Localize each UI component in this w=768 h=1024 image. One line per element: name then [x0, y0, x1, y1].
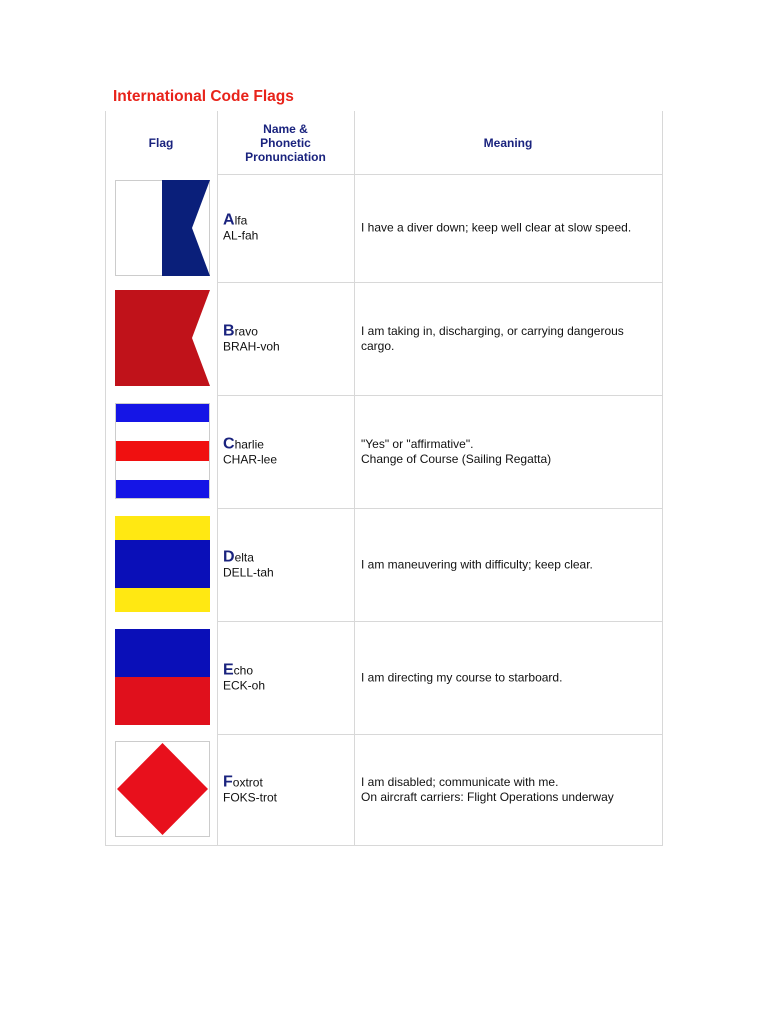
header-name-line: Name &	[263, 121, 308, 136]
phonetic: FOKS-trot	[223, 790, 278, 804]
flag-meaning	[361, 221, 651, 236]
flag-meaning	[361, 670, 651, 685]
charlie-flag-icon	[115, 403, 210, 499]
meaning-line: I am directing my course to starboard.	[361, 670, 563, 684]
meaning-line: I am maneuvering with difficulty; keep clear.	[361, 557, 593, 571]
flag-name-rest: lfa	[234, 213, 248, 228]
flag-name-rest: oxtrot	[232, 775, 263, 789]
flag-letter: A	[223, 211, 235, 229]
table-row	[105, 621, 663, 734]
flag-letter: D	[223, 548, 235, 565]
flag-meaning	[361, 775, 651, 805]
echo-flag-icon	[115, 629, 210, 725]
flag-meaning	[361, 557, 651, 572]
table-border-bottom	[105, 845, 663, 846]
header-name	[217, 111, 354, 174]
delta-flag-icon	[115, 516, 210, 612]
flag-name-rest: ravo	[234, 324, 258, 338]
phonetic: CHAR-lee	[223, 452, 278, 466]
flag-name	[223, 323, 280, 354]
header-name-line: Pronunciation	[245, 149, 326, 164]
bravo-flag-icon	[115, 290, 210, 386]
phonetic: ECK-oh	[223, 678, 266, 692]
flag-name	[223, 774, 277, 805]
flag-letter: B	[223, 322, 235, 339]
flag-name-rest: cho	[233, 663, 254, 677]
phonetic: DELL-tah	[223, 565, 274, 579]
meaning-line: On aircraft carriers: Flight Operations underway	[361, 789, 614, 804]
flag-name-rest: harlie	[234, 437, 264, 451]
meaning-line: "Yes" or "affirmative".	[361, 436, 474, 451]
flag-letter: C	[223, 435, 235, 452]
flag-name	[223, 213, 258, 244]
code-flags-table	[105, 111, 663, 846]
table-row	[105, 282, 663, 395]
flag-name	[223, 549, 274, 580]
foxtrot-flag-icon	[115, 741, 210, 837]
flag-meaning	[361, 324, 651, 354]
header-name-line: Phonetic	[260, 135, 311, 150]
flag-meaning	[361, 437, 651, 467]
flag-name	[223, 662, 265, 693]
meaning-line: cargo.	[361, 338, 395, 353]
meaning-line: I have a diver down; keep well clear at slow speed.	[361, 220, 632, 235]
alfa-flag-icon	[115, 180, 210, 276]
header-flag: Flag	[148, 135, 174, 150]
page-title: International Code Flags	[113, 88, 294, 105]
table-row	[105, 734, 663, 845]
table-row	[105, 395, 663, 508]
flag-name	[223, 436, 277, 467]
meaning-line: Change of Course (Sailing Regatta)	[361, 451, 552, 466]
meaning-line: I am disabled; communicate with me.	[361, 774, 559, 789]
flag-letter: E	[223, 661, 234, 678]
phonetic: AL-fah	[223, 228, 259, 243]
flag-letter: F	[223, 773, 233, 790]
header-meaning: Meaning	[483, 135, 533, 150]
flag-name-rest: elta	[234, 550, 254, 564]
meaning-line: I am taking in, discharging, or carrying dangerous	[361, 323, 624, 338]
table-row	[105, 174, 663, 282]
table-row	[105, 508, 663, 621]
phonetic: BRAH-voh	[223, 339, 280, 353]
